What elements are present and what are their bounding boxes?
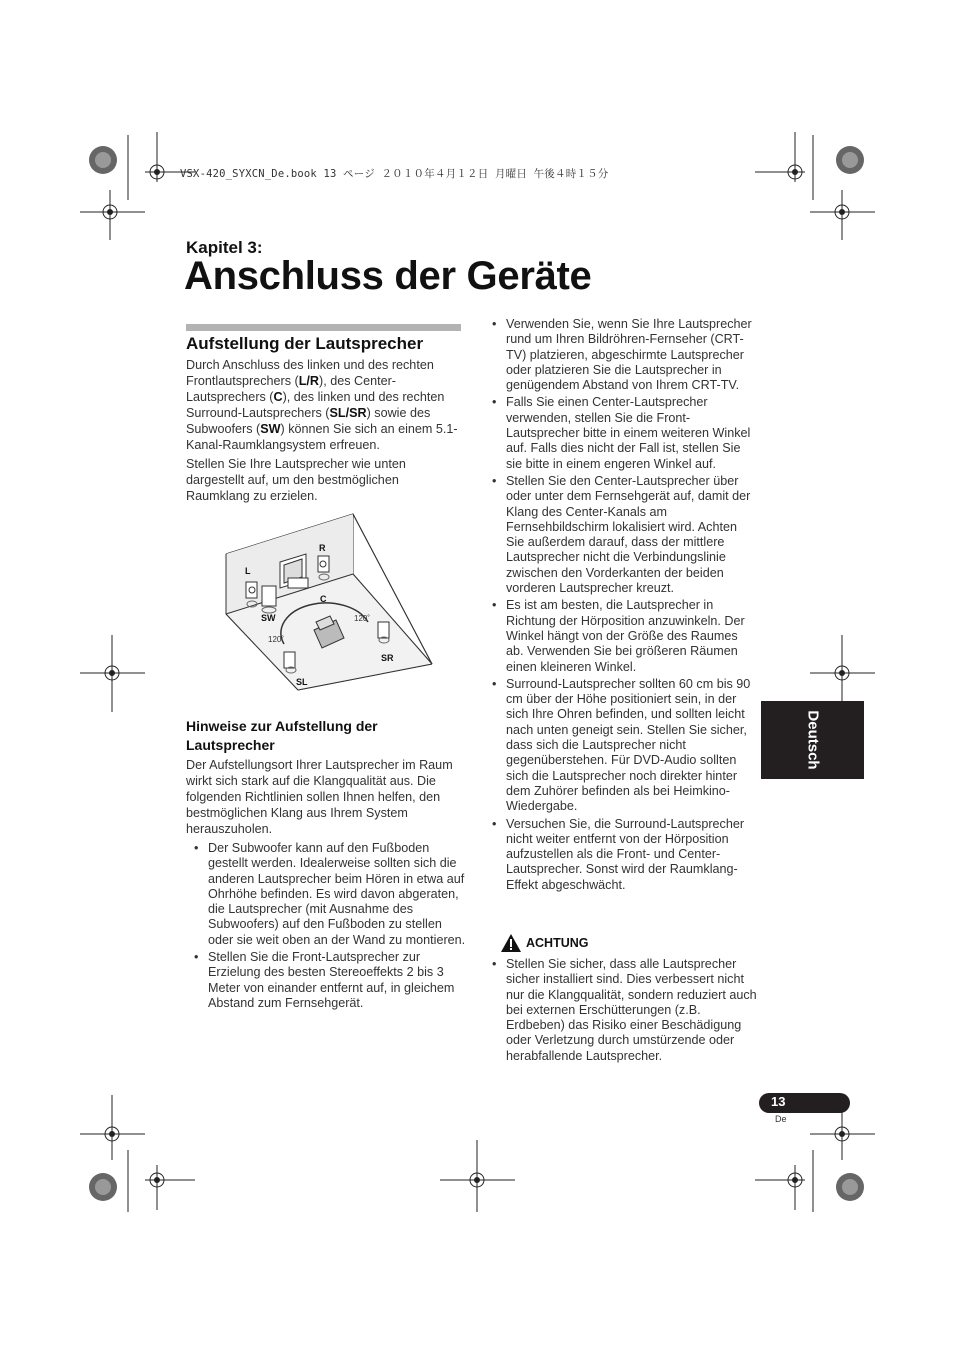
page-number: 13	[771, 1094, 786, 1109]
file-info-line: VSX-420_SYXCN_De.book 13 ページ ２０１０年４月１２日 月曜日 午後４時１５分	[180, 168, 609, 180]
hints-heading: Hinweise zur Aufstellung der Lautsprecher	[186, 718, 378, 753]
list-item: • Surround-Lautsprecher sollten 60 cm bis 90 cm über der Höhe positioniert sein, in der sich Ihre Ohren befinden, und sollten leicht nach unten geneigt sein. Stellen Sie sicher, dass sich die Lautsprecher nicht gegenüberstehen. Für DVD-Audio sollten sich die Lautsprecher noch direkter hinter dem Zuhörer befinden als bei Heimkino-Wiedergabe.	[492, 677, 758, 815]
page-language-code: De	[775, 1114, 787, 1124]
page-number-badge	[759, 1093, 850, 1113]
label-SR: SR	[381, 653, 394, 663]
label-L: L	[245, 566, 251, 576]
list-item: • Stellen Sie die Front-Lautsprecher zur Erzielung des besten Stereoeffekts 2 bis 3 Meter von einander entfernt auf, in gleichem Abstand zum Fernsehgerät.	[194, 950, 466, 1011]
warning-triangle-icon	[500, 933, 522, 953]
section-heading: Aufstellung der Lautsprecher	[186, 334, 424, 353]
language-tab-label: Deutsch	[804, 710, 821, 770]
intro-paragraph: Durch Anschluss des linken und des rechten Frontlautsprechers (L/R), des Center-Lautsprechers (C), des linken und des rechten Surround-Lautsprechers (SL/SR) sowie des Subwoofers (SW) können Sie sich an einem 5.1-Kanal-Raumklangsystem erfreuen.	[186, 358, 458, 452]
hints-list-left	[194, 841, 466, 1013]
list-item: • Versuchen Sie, die Surround-Lautsprecher nicht weiter entfernt von der Hörposition aufzustellen als die Front- und Center-Lautsprecher. Sonst wird der Raumklang-Effekt abgeschwächt.	[492, 817, 758, 893]
hints-intro: Der Aufstellungsort Ihrer Lautsprecher im Raum wirkt sich stark auf die Klangqualität aus. Die folgenden Richtlinien sollen Ihnen helfen, den bestmöglichen Klang aus Ihrem System herauszuholen.	[186, 758, 453, 836]
list-item: • Es ist am besten, die Lautsprecher in Richtung der Hörposition anzuwinkeln. Der Winkel hängt von der Größe des Raumes ab. Verwenden Sie bei größeren Räumen einen kleineren Winkel.	[492, 598, 758, 674]
label-R: R	[319, 543, 326, 553]
list-item: • Stellen Sie den Center-Lautsprecher über oder unter dem Fernsehgerät auf, damit der Klang des Center-Kanals am Fernsehbildschirm lokalisiert wird. Achten Sie außerdem darauf, dass der mittlere Lautsprecher nicht die Verbindungslinie zwischen den Vorderkanten der beiden vorderen Lautsprecher kreuzt.	[492, 474, 758, 596]
label-SL: SL	[296, 677, 308, 687]
caution-heading	[500, 932, 589, 954]
caution-list	[492, 957, 758, 1066]
list-item: • Verwenden Sie, wenn Sie Ihre Lautsprecher rund um Ihren Bildröhren-Fernseher (CRT-TV) platzieren, abgeschirmte Lautsprecher oder platzieren Sie die Lautsprecher in genügendem Abstand von Ihrem CRT-TV.	[492, 317, 758, 393]
list-item: • Falls Sie einen Center-Lautsprecher verwenden, stellen Sie die Front-Lautsprecher bitte in einem weiteren Winkel auf. Falls dies nicht der Fall ist, stellen Sie sie bitte in einem engeren Winkel auf.	[492, 395, 758, 471]
intro-paragraph-2: Stellen Sie Ihre Lautsprecher wie unten dargestellt auf, um den bestmöglichen Raumklang zu erzielen.	[186, 457, 406, 503]
hints-list-right	[492, 317, 758, 895]
label-SW: SW	[261, 613, 276, 623]
language-tab	[761, 701, 864, 779]
label-angle-left: 120˚	[268, 635, 285, 644]
chapter-title: Anschluss der Geräte	[184, 254, 592, 298]
label-C: C	[320, 594, 327, 604]
center-speaker-icon	[288, 578, 308, 588]
speaker-placement-diagram	[218, 512, 438, 692]
list-item: • Stellen Sie sicher, dass alle Lautsprecher sicher installiert sind. Dies verbessert nicht nur die Klangqualität, sondern reduziert auch bei externen Erschütterungen (z.B. Erdbeben) das Risiko einer Beschädigung oder Verletzung durch umstürzende oder herabfallende Lautsprecher.	[492, 957, 758, 1064]
label-angle-right: 120˚	[354, 614, 371, 623]
section-divider	[186, 324, 461, 331]
chapter-label: Kapitel 3:	[186, 238, 263, 257]
caution-label: ACHTUNG	[526, 936, 589, 950]
list-item: • Der Subwoofer kann auf den Fußboden gestellt werden. Idealerweise sollten sich die anderen Lautsprecher beim Hören in etwa auf Ohrhöhe befinden. Es wird davon abgeraten, die Lautsprecher (mit Ausnahme des Subwoofers) auf den Fußboden zu stellen oder sie weit oben an der Wand zu montieren.	[194, 841, 466, 948]
